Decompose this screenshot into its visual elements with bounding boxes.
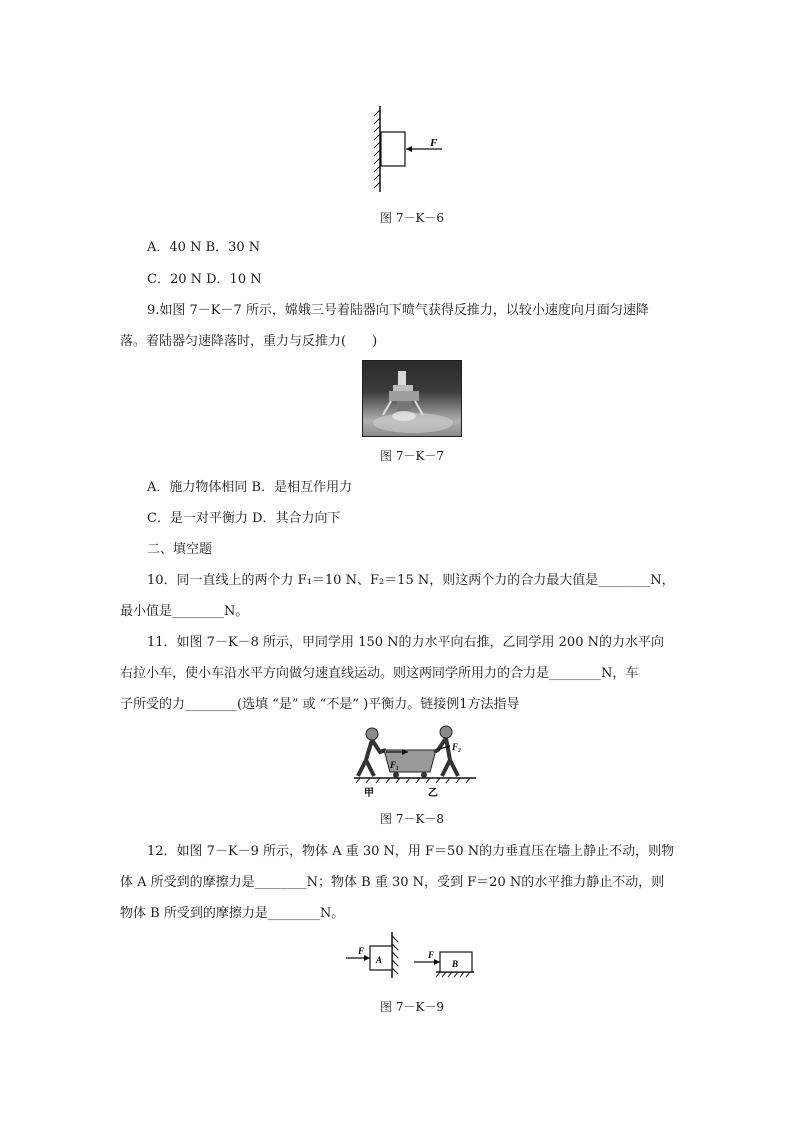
lander-photo xyxy=(362,360,462,437)
q9-options-row1: A．施力物体相同 B．是相互作用力 xyxy=(147,480,353,495)
force-label-f1: F₁ xyxy=(390,760,400,770)
caption-7k8: 图 7－K－8 xyxy=(380,812,445,826)
figure-7k6 xyxy=(370,104,460,194)
caption-7k7: 图 7－K－7 xyxy=(380,449,445,463)
figure-7k9 xyxy=(340,930,480,980)
q12-line3: 物体 B 所受到的摩擦力是________N。 xyxy=(120,906,345,921)
q10-line1: 10．同一直线上的两个力 F₁＝10 N、F₂＝15 N，则这两个力的合力最大值是________N， xyxy=(147,573,675,588)
caption-7k6: 图 7－K－6 xyxy=(380,211,445,225)
force-label-fa: F xyxy=(358,946,365,956)
q8-options-row2: C．20 N D．10 N xyxy=(147,272,262,287)
q11-line2: 右拉小车，使小车沿水平方向做匀速直线运动。则这两同学所用力的合力是________N，车 xyxy=(120,666,639,681)
block-label-a: A xyxy=(376,955,383,965)
force-label-fb: F xyxy=(428,950,435,960)
q11-line1: 11．如图 7－K－8 所示，甲同学用 150 N的力水平向右推，乙同学用 200 N的力水平向 xyxy=(147,635,664,650)
figure-7k8 xyxy=(350,722,480,802)
q10-line2: 最小值是________N。 xyxy=(120,604,249,619)
section-title: 二、填空题 xyxy=(147,542,213,557)
q9-options-row2: C．是一对平衡力 D．其合力向下 xyxy=(147,511,341,526)
block-label-b: B xyxy=(452,959,459,969)
force-label-f: F xyxy=(430,137,438,149)
label-yi: 乙 xyxy=(428,788,438,799)
q12-line2: 体 A 所受到的摩擦力是________N；物体 B 重 30 N，受到 F＝20 N的水平推力静止不动，则 xyxy=(120,875,665,890)
q12-line1: 12．如图 7－K－9 所示，物体 A 重 30 N，用 F＝50 N的力垂直压在墙上静止不动，则物 xyxy=(147,844,675,859)
q11-line3: 子所受的力________(选填 “是” 或 “不是” )平衡力。链接例1方法指导 xyxy=(120,697,520,712)
force-label-f2: F₂ xyxy=(452,742,462,752)
caption-7k9: 图 7－K－9 xyxy=(380,1000,445,1014)
q8-options-row1: A．40 N B．30 N xyxy=(147,240,261,255)
label-jia: 甲 xyxy=(364,788,374,799)
q9-line2: 落。着陆器匀速降落时，重力与反推力( ) xyxy=(120,334,378,349)
q9-line1: 9.如图 7－K－7 所示，嫦娥三号着陆器向下喷气获得反推力，以较小速度向月面匀速降 xyxy=(147,303,649,318)
